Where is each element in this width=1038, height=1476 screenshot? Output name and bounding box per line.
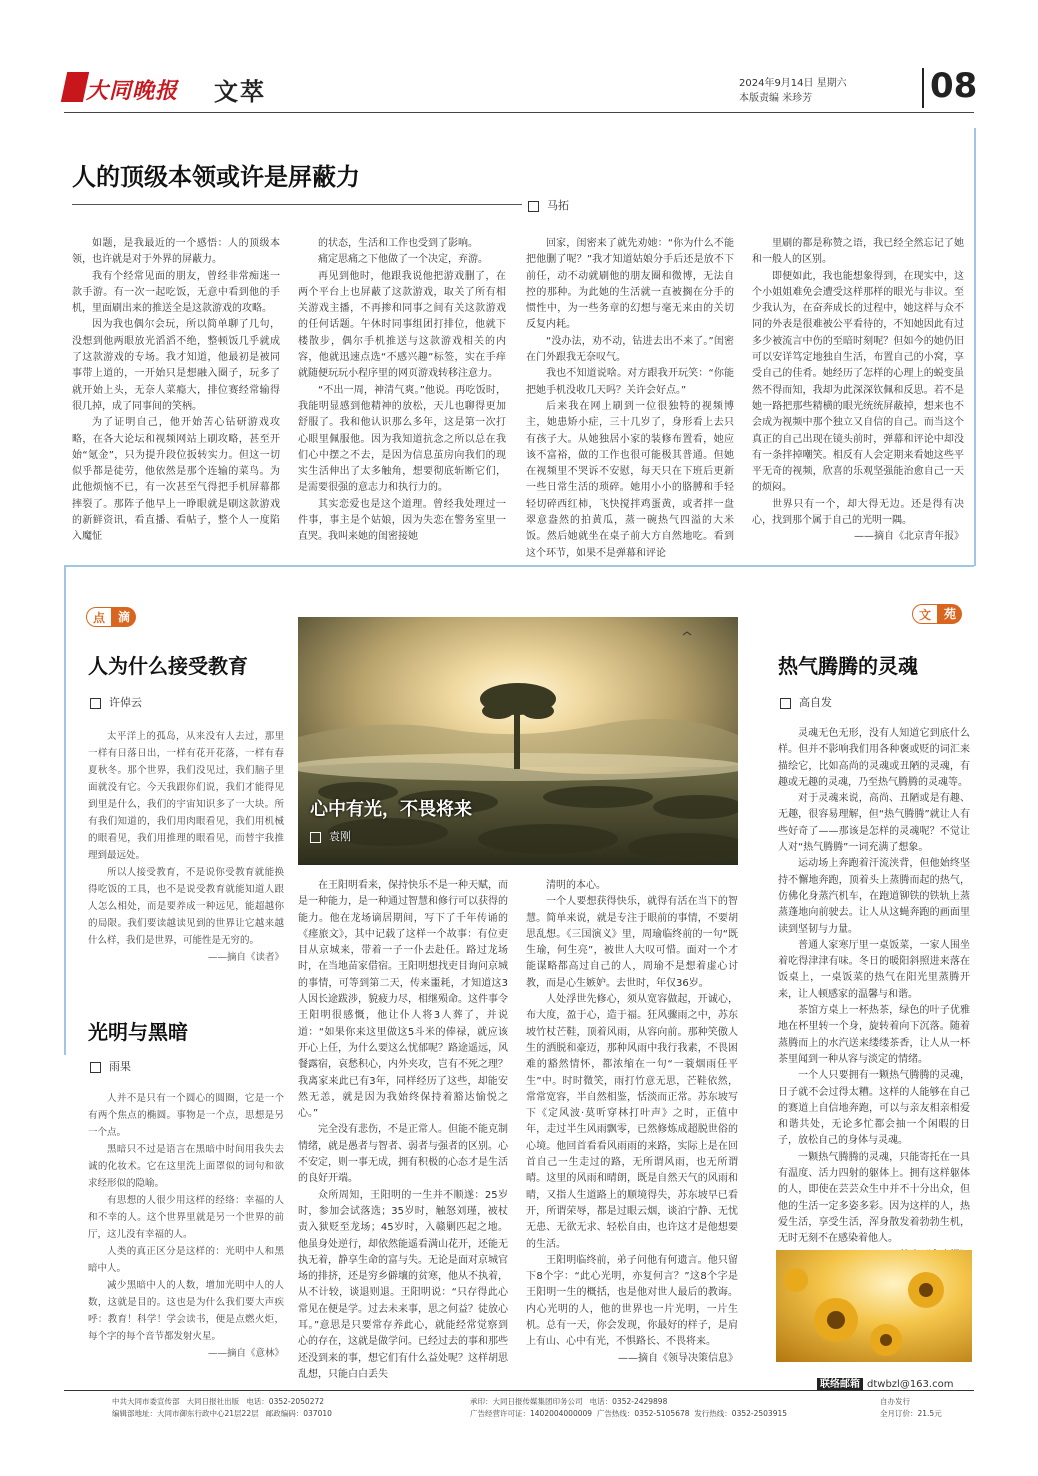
tag-char: 苑 bbox=[938, 604, 962, 624]
paragraph: 我也不知道说啥。对方跟我开玩笑：“你能把她手机没收几天吗？关许会好点。” bbox=[526, 368, 734, 396]
footer-phone: 电话：0352-2050272 bbox=[246, 1397, 325, 1406]
paragraph: 回家，闺密来了就先劝她：“你为什么不能把他删了呢？”我才知道姑娘分手后还是放不下前任，动不动就刷他的朋友圈和微博，无法自控的那种。为此她的生活就一直被搁在分手的惯性中，为一些务章的幻想与毫无来由的关切反复内耗。 bbox=[526, 238, 734, 331]
left-article-2-title: 光明与黑暗 bbox=[88, 1020, 188, 1044]
top-article-col-2 bbox=[298, 236, 506, 546]
footer-address: 编辑部地址：大同市御东行政中心21层22层 bbox=[112, 1409, 259, 1418]
paragraph: 普通人家寒厅里一桌饭菜，一家人围坐着吃得津津有味。冬日的暖阳斜照进来落在饭桌上，一桌饭菜的热气在阳光里蒸腾开来，让人顿感家的温馨与和谐。 bbox=[778, 939, 970, 1000]
paragraph: 如题，是我最近的一个感悟：人的顶级本领，也许就是对于外界的屏蔽力。 bbox=[72, 238, 280, 266]
footer-print-phone: 电话：0352-2429898 bbox=[589, 1397, 668, 1406]
paragraph: 我有个经常见面的朋友，曾经非常痴迷一款手游。有一次一起吃饭，无意中看到他的手机，里面刷出来的推送全是这款游戏的攻略。 bbox=[72, 270, 280, 315]
center-article-byline bbox=[310, 828, 351, 844]
paragraph: 里刷的都是称赞之语，我已经全然忘记了她和一般人的区别。 bbox=[752, 238, 964, 266]
paragraph: 的状态，生活和工作也受到了影响。 bbox=[318, 238, 478, 249]
footer-publisher: 大同日报社出版 bbox=[186, 1397, 240, 1406]
paragraph: 清明的本心。 bbox=[546, 880, 606, 891]
paragraph: “没办法，劝不动，钻进去出不来了。”闺密在门外跟我无奈叹气。 bbox=[526, 335, 734, 364]
email-address[interactable]: dtwbzl@163.com bbox=[867, 1379, 954, 1390]
tag-char: 点 bbox=[86, 607, 112, 627]
tag-char: 文 bbox=[912, 604, 938, 624]
article-source: ——摘自《领导决策信息》 bbox=[618, 1352, 738, 1364]
paragraph: 后来我在网上刷到一位很独特的视频博主，她患矫小症，三十几岁了，身形看上去只有孩子大。从她独居小家的装修布置看，她应该不富裕，做的工作也很可能极其普通。但她在视频里不哭诉不安慰，每天只在下班后更新一些日常生活的琐碎。她用小小的胳膊和手轻轻切碎西红柿，飞快搅拌鸡蛋黄，或者拌一盘翠意盎然的拍黄瓜，蒸一碗热气四溢的大米饭。然后她就坐在桌子前大方自然地吃。看到这个环节，如果不是弹幕和评论 bbox=[526, 400, 734, 559]
paragraph: 其实恋爱也是这个道理。曾经我处理过一件事，事主是个姑娘，因为失恋在警务室里一直哭。我叫来她的闺密接她 bbox=[298, 498, 506, 543]
paragraph: 再见到他时，他跟我说他把游戏删了，在两个平台上也屏蔽了这款游戏，取关了所有相关游戏主播，不再掺和同事之间有关这款游戏的任何话题。午休时同事组团打排位，他就下楼散步，偶尔手机推送与这款游戏相关的内容，他就迅速点选“不感兴趣”标签，实在手痒就随便玩玩小程序里的网页游戏转移注意力。 bbox=[298, 270, 506, 380]
issue-date: 2024年9月14日 星期六 bbox=[739, 78, 847, 89]
paragraph: 人处浮世先修心，须从宽容做起，开诚心，布大度，盈于心，造于福。狂风骤雨之中，苏东坡竹杖芒鞋，顶着风雨，从容向前。那种笑傲人生的洒脱和豪迈，那种风雨中我行我素，不畏困难的豁然情怀，都浓缩在一句“一蓑烟雨任平生”中。时时微笑，雨打竹意无思，芒鞋依然，常常宽容，半自然相鉴，恬淡而正常。苏东坡写下《定风波·莫听穿林打叶声》之时，正值中年，走过半生风雨飘零，已然修炼成超脱世俗的心境。他回首看看风雨雨的来路，实际上是在回首自己一生走过的路，无所谓风雨，也无所谓晴。这里的风雨和晴朗，既是自然天气的风雨和晴，又指人生道路上的顺境得失，苏东坡早已看开，所谓荣辱，都是过眼云烟，谈泊宁静、无忧无患、无欲无求、轻松自由，也许这才是他想要的生活。 bbox=[526, 994, 738, 1250]
paragraph: 运动场上奔跑着汗流浃背，但他始终坚持不懈地奔跑，顶着头上蒸腾而起的热气，仿佛化身蒸汽机车，在跑道铆铁的铁轨上蒸蒸蓬地向前驶去。让人从这蝇奔跑的画面里读到坚韧与力量。 bbox=[778, 858, 970, 935]
left-article-1-body bbox=[88, 728, 284, 966]
paragraph: 众所周知，王阳明的一生并不顺遂：25岁时，参加会试落选；35岁时，触怒刘瑾，被杖责入狱贬至龙场；45岁时，入赣剿匹起之地。他虽身处逆行，却依然能遥看满山花开，还能无执无着，静享生命的富与失。无论是面对京城官场的排挤，还是穷乡僻壤的贫寒，他从不执着，从不计较，谈退则退。王阳明说：“只存得此心常见在便是学。过去未来事，思之何益？徒放心耳。”意思是只要常存养此心，就能经常觉察到心的存在，这就是做学问。已经过去的事和那些还没到来的事，想它们有什么益处呢？这样胡思乱想，只能白白丢失 bbox=[298, 1189, 508, 1380]
top-article-col-1 bbox=[72, 236, 280, 546]
footer-price: 全月订价：21.5元 bbox=[880, 1409, 942, 1418]
right-article-body bbox=[778, 726, 970, 1264]
top-article-col-3 bbox=[526, 236, 734, 562]
byline-author: 雨果 bbox=[109, 1060, 131, 1073]
paragraph: 所以人接受教育，不是说你受教育就能换得吃饭的工具，也不是说受教育就能知道人跟人怎么相处，而是要养成一种远见，能超越你的局限。我们要读越读见到的世界让它越来越什么样，我们是世界，可能性是无穷的。 bbox=[88, 867, 284, 946]
left-article-2-body bbox=[88, 1090, 284, 1362]
byline-author: 高自发 bbox=[799, 696, 832, 709]
footer-org: 中共大同市委宣传部 bbox=[112, 1397, 180, 1406]
paragraph: 因为我也偶尔会玩，所以简单聊了几句，没想到他两眼放光滔滔不绝，整顿饭几乎就成了这款游戏的专场。我才知道，他最初是被同事带上道的，一开始只是想融入圈子，玩多了就开始上头，无奈人菜瘾大，排位赛经常输得很几掉，成了同事间的笑柄。 bbox=[72, 319, 280, 412]
logo-mark bbox=[61, 72, 89, 102]
byline-author: 许倬云 bbox=[109, 696, 142, 709]
paragraph: 王阳明临终前，弟子问他有何遗言。他只留下8个字：“此心光明，亦复何言？”这8个字是王阳明一生的概括，也是他对世人最后的教诲。内心光明的人，他的世界也一片光明，一片生机。总有一天，你会发现，你最好的样子，是肩上有山、心中有光，不惧路长、不畏将来。 bbox=[526, 1254, 738, 1348]
left-article-1-title: 人为什么接受教育 bbox=[88, 654, 248, 678]
paragraph: 对于灵魂来说，高尚、丑陋或是有趣、无趣，很容易理解，但“热气腾腾”就让人有些好奇了——那该是怎样的灵魂呢？不觉让人对“热气腾腾”一词充满了想象。 bbox=[778, 793, 970, 854]
right-article-title: 热气腾腾的灵魂 bbox=[778, 654, 918, 678]
paragraph: 太平洋上的孤岛，从来没有人去过，那里一样有日落日出，一样有花开花落，一样有春夏秋冬。那个世界，我们没见过，我们脑子里面就没有它。今天我跟你们说，我们才能得见到里是什么，我们的宇宙知识多了一大块。所有我们知道的，我们用肉眼看见，我们用机械的眼看见，我们用推理的眼看见，而替宇我推理到最远处。 bbox=[88, 731, 284, 861]
page-number: 08 bbox=[930, 66, 978, 106]
paragraph: 一个人只要拥有一颗热气腾腾的灵魂，日子就不会过得太糟。这样的人能够在自己的赛道上自信地奔跑，可以与亲友相亲相爱和谐共处，无论多忙都会抽一个闲暇的日子，放松自己的身体与灵魂。 bbox=[778, 1070, 970, 1147]
paragraph: 黑暗只不过是语言在黑暗中时间用我失去诚的化妆术。它在这里洗上面罩似的词句和欲求经形似的隐喻。 bbox=[88, 1144, 284, 1189]
byline-box-icon bbox=[310, 832, 321, 843]
paragraph: 人并不是只有一个圆心的圆圈，它是一个有两个焦点的椭圆。事物是一个点，思想是另一个点。 bbox=[88, 1093, 284, 1138]
column-tag-dianmi bbox=[86, 607, 136, 627]
byline-rule bbox=[72, 204, 522, 205]
paragraph: 减少黑暗中人的人数，增加光明中人的人数，这就是目的。这也是为什么我们要大声疾呼：教育！科学！学会读书，便是点燃火炬，每个字的每个音节都发射火星。 bbox=[88, 1280, 284, 1342]
left-article-2-byline bbox=[90, 1058, 131, 1074]
top-article-byline bbox=[528, 197, 569, 213]
center-article-title: 心中有光，不畏将来 bbox=[310, 799, 472, 820]
paragraph: 灵魂无色无形，没有人知道它到底什么样。但并不影响我们用各种褒或贬的词汇来描绘它，比如高尚的灵魂或丑陋的灵魂，有趣或无趣的灵魂，乃至热气腾腾的灵魂等。 bbox=[778, 728, 970, 788]
sunflower-photo bbox=[776, 1250, 972, 1362]
page-editor: 本版责编 米珍芳 bbox=[739, 93, 813, 104]
footer-postcode: 邮政编码：037010 bbox=[265, 1409, 332, 1418]
paragraph: 有思想的人很少用这样的经络：幸福的人和不幸的人。这个世界里就是另一个世界的前厅，这儿没有幸福的人。 bbox=[88, 1195, 284, 1240]
byline-box-icon bbox=[528, 201, 539, 212]
paragraph: 完全没有悲伤，不是正常人。但能不能克制情绪，就是愚者与智者、弱者与强者的区别。心不安定，则一事无成，拥有积极的心态才是生活的良好开端。 bbox=[298, 1124, 508, 1185]
article-source: ——摘自《读者》 bbox=[207, 952, 284, 963]
paragraph: 人类的真正区分是这样的：光明中人和黑暗中人。 bbox=[88, 1246, 284, 1274]
paragraph: 一颗热气腾腾的灵魂，只能寄托在一具有温度、活力四射的躯体上。拥有这样躯体的人，即使在芸芸众生中并不十分出众，但他的生活一定多姿多彩。因为这样的人，热爱生活，享受生活，浑身散发着勃勃生机，无时无刻不在感染着他人。 bbox=[778, 1151, 970, 1245]
column-tag-wenyuan bbox=[912, 604, 962, 624]
center-article-col-2 bbox=[526, 878, 738, 1367]
frame-line-right bbox=[974, 128, 976, 566]
paragraph: 为了证明自己，他开始苦心钻研游戏攻略，在各大论坛和视频网站上刷攻略，甚至开始“氪金”，只为提升段位扳转实力。但这一切似乎都是徒劳，他依然是那个连输的菜鸟。为此他烦恼不已，有一次甚至气得把手机屏幕都摔裂了。那阵子他早上一睁眼就是刷这款游戏的新鲜资讯，看直播、看帖子，整个人一度陷入魔怔 bbox=[72, 417, 280, 543]
misty-tree-photo bbox=[298, 617, 738, 865]
left-article-1-byline bbox=[90, 694, 142, 710]
footer-printer: 承印：大同日报传媒集团印务公司 bbox=[470, 1397, 583, 1406]
paragraph: 痛定思痛之下他做了一个决定，弃游。 bbox=[318, 254, 488, 266]
top-article-col-4 bbox=[752, 236, 964, 546]
byline-box-icon bbox=[90, 698, 101, 709]
paragraph: 世界只有一个，却大得无边。还是得有决心，找到那个属于自己的光明一隅。 bbox=[752, 498, 964, 527]
article-source: ——摘自《北京青年报》 bbox=[854, 531, 964, 543]
section-name: 文萃 bbox=[214, 77, 266, 106]
byline-author: 袁刚 bbox=[329, 830, 351, 843]
newspaper-logo: 大同晚报 bbox=[86, 78, 179, 104]
footer-block-1 bbox=[112, 1396, 332, 1420]
masthead-divider bbox=[922, 68, 924, 108]
footer-rule bbox=[64, 1390, 974, 1391]
frame-line-top bbox=[64, 565, 974, 567]
photo-illustration bbox=[298, 617, 738, 865]
byline-author: 马拓 bbox=[547, 199, 569, 212]
tag-char: 滴 bbox=[112, 607, 136, 627]
byline-box-icon bbox=[780, 698, 791, 709]
byline-box-icon bbox=[90, 1062, 101, 1073]
masthead-rule bbox=[64, 112, 974, 113]
paragraph: “不出一周，神清气爽。”他说。再吃饭时，我能明显感到他精神的放松，天儿也聊得更加舒服了。我和他认识那么多年，这是第一次打心眼里佩服他。因为我知道抗念之所以总在我们心中摆之不去，是因为信息茧房向我们的现实生活伸出了太多触角，想要彻底斩断它们，是需要很强的意志力和执行力的。 bbox=[298, 384, 506, 494]
paragraph: 在王阳明看来，保持快乐不是一种天赋，而是一种能力，是一种通过智慧和修行可以获得的能力。他在龙场谪居期间，写下了千年传诵的《瘗旅文》，其中记载了这样一个故事：有位吏目从京城来，带着一子一仆去赴任。路过龙场时，在当地苗家借宿。王阳明想找吏目询问京城的事情，可等到第二天，传来噩耗，才知道这3人因长途跋涉，貌疲力尽，相继殒命。这件事令王阳明很感慨，他让仆人将3人葬了，并说道：“如果你来这里做这5斗米的俸禄，就应该开心上任，为什么要这么忧郁呢？路途遥远，风餐露宿，哀愁积心，内外夹攻，岂有不死之理？我离家来此已有3年，同样经历了这些，却能安然无恙，就是因为我始终保持着豁达愉悦之心。” bbox=[298, 880, 508, 1120]
footer-block-3 bbox=[880, 1396, 942, 1420]
article-source: ——摘自《意林》 bbox=[207, 1348, 284, 1359]
paragraph: 即便如此，我也能想象得到，在现实中，这个小姐姐难免会遭受这样那样的眼光与非议。至少我认为，在奋奔成长的过程中，她这样与众不同的外表是很难被公平看待的，不知她因此有过多少被流言中伤的至暗时刻呢？但如今的她仍旧可以安详笃定地独自生活，布置自己的小窝，享受自己的佳肴。她经历了怎样的心理上的蜕变虽然不得而知，我却为此深深钦佩和反思。若不是她一路把那些精横的眼光统统屏蔽掉，想来也不会成为视频中那个独立又自信的自己。而当这个真正的自己出现在镜头前时，弹幕和评论中却没有一条拌掉嘲笑。相反有人会定期来看她这些平平无奇的视频，欣喜的乐观坚强能治愈自己一天的烦闷。 bbox=[752, 270, 964, 494]
center-article-col-1 bbox=[298, 878, 508, 1383]
footer-block-2 bbox=[470, 1396, 787, 1420]
footer-ad-phone: 广告热线：0352-5105678 bbox=[596, 1409, 690, 1418]
frame-line-left bbox=[64, 565, 66, 1055]
top-article-title: 人的顶级本领或许是屏蔽力 bbox=[72, 162, 360, 191]
contact-label: 联络邮箱 bbox=[817, 1378, 863, 1391]
footer-self-dist: 自办发行 bbox=[880, 1397, 910, 1406]
paragraph: 茶馆方桌上一杯热茶，绿色的叶子优雅地在杯里转一个身，旋转着向下沉落。随着蒸腾而上的水汽送来缕缕茶香，让人从一杯茶里闻到一种从容与淡定的情绪。 bbox=[778, 1005, 970, 1065]
footer-ad-license: 广告经营许可证：1402004000009 bbox=[470, 1409, 593, 1418]
footer-dist-phone: 发行热线：0352-2503915 bbox=[694, 1409, 788, 1418]
paragraph: 一个人要想获得快乐，就得有活在当下的智慧。简单来说，就是专注于眼前的事情，不要胡思乱想。《三国演义》里，周瑜临终前的一句“既生瑜，何生亮”，被世人大叹可惜。面对一个才能谋略都高过自己的人，周瑜不是想着虚心讨教，而是心生嫉妒。去世时，年仅36岁。 bbox=[526, 896, 738, 989]
right-article-byline bbox=[780, 694, 832, 710]
contact-email bbox=[817, 1375, 953, 1390]
sunflower-illustration bbox=[776, 1250, 972, 1362]
